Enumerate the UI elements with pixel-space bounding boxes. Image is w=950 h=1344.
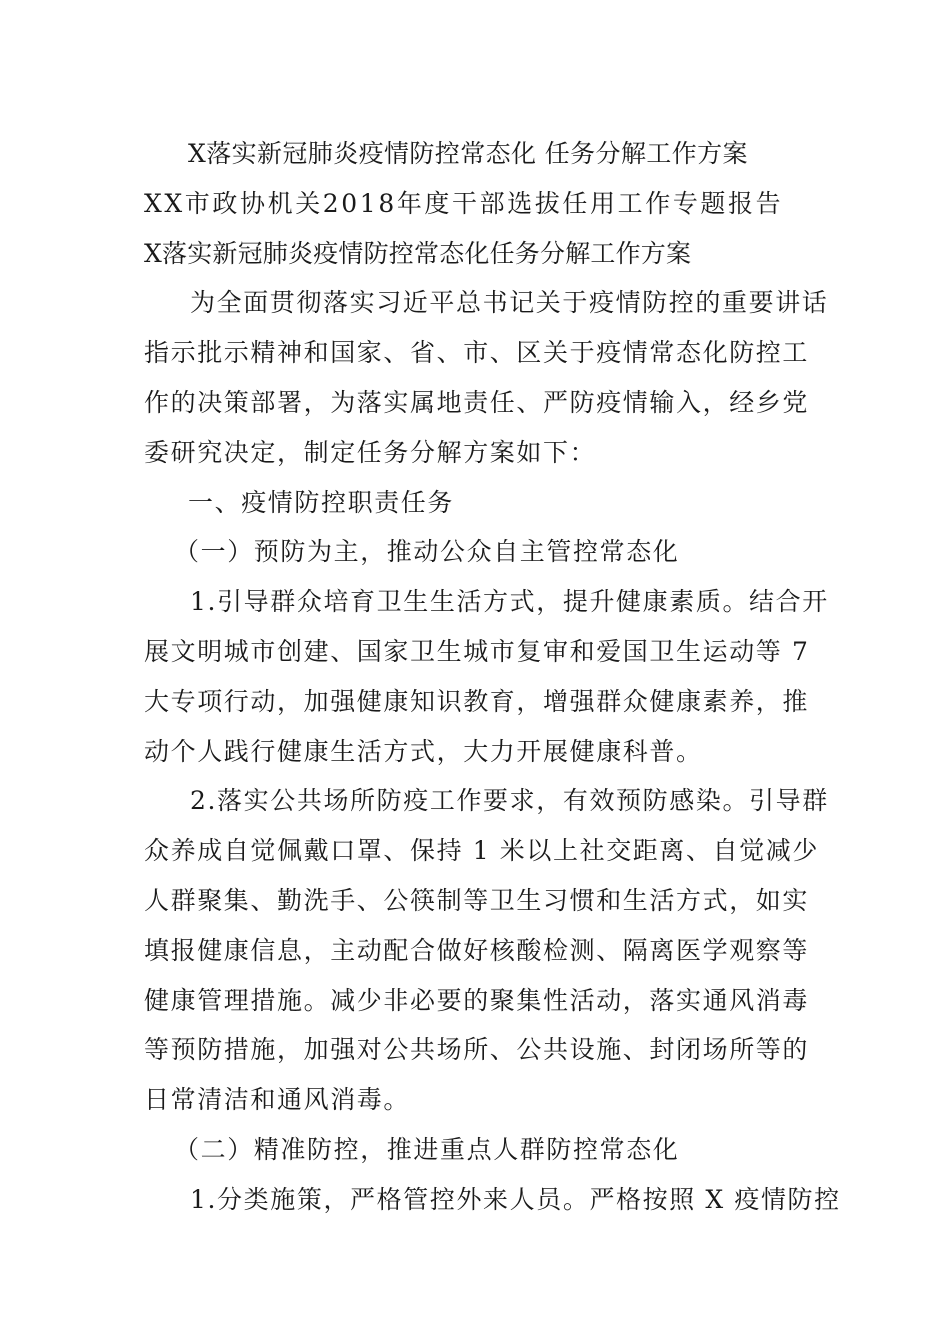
intro-line: 委研究决定，制定任务分解方案如下： — [144, 437, 597, 467]
document-title-line-3: X落实新冠肺炎疫情防控常态化任务分解工作方案 — [144, 238, 692, 268]
paragraph-line: 2.落实公共场所防疫工作要求，有效预防感染。引导群 — [190, 786, 829, 816]
paragraph-line: 大专项行动，加强健康知识教育，增强群众健康素养，推 — [144, 686, 810, 716]
document-title-line-1: X落实新冠肺炎疫情防控常态化 任务分解工作方案 — [188, 139, 748, 168]
subsection-heading: （二）精准防控，推进重点人群防控常态化 — [174, 1134, 680, 1164]
intro-paragraph — [144, 278, 829, 477]
paragraph-line: 人群聚集、勤洗手、公筷制等卫生习惯和生活方式，如实 — [144, 885, 810, 915]
paragraph-line: 健康管理措施。减少非必要的聚集性活动，落实通风消毒 — [144, 985, 810, 1015]
intro-line: 作的决策部署，为落实属地责任、严防疫情输入，经乡党 — [144, 387, 810, 417]
intro-line: 为全面贯彻落实习近平总书记关于疫情防控的重要讲话 — [190, 288, 829, 318]
paragraph-line: 动个人践行健康生活方式，大力开展健康科普。 — [144, 736, 703, 766]
paragraph-line: 1.分类施策，严格管控外来人员。严格按照 X 疫情防控 — [190, 1184, 841, 1214]
item-paragraph — [144, 776, 829, 1125]
paragraph-line: 等预防措施，加强对公共场所、公共设施、封闭场所等的 — [144, 1035, 810, 1065]
subsection-heading: （一）预防为主，推动公众自主管控常态化 — [174, 537, 680, 567]
paragraph-line: 展文明城市创建、国家卫生城市复审和爱国卫生运动等 7 — [144, 636, 810, 666]
intro-line: 指示批示精神和国家、省、市、区关于疫情常态化防控工 — [144, 338, 810, 368]
paragraph-line: 众养成自觉佩戴口罩、保持 1 米以上社交距离、自觉减少 — [144, 836, 820, 866]
section-heading: 一、疫情防控职责任务 — [188, 487, 455, 517]
item-paragraph — [144, 1175, 841, 1225]
document-page — [144, 129, 841, 1225]
paragraph-line: 日常清洁和通风消毒。 — [144, 1085, 411, 1115]
paragraph-line: 1.引导群众培育卫生生活方式，提升健康素质。结合开 — [190, 587, 829, 617]
document-title-line-2: XX市政协机关2018年度干部选拔任用工作专题报告 — [144, 188, 784, 218]
item-paragraph — [144, 577, 829, 776]
paragraph-line: 填报健康信息，主动配合做好核酸检测、隔离医学观察等 — [144, 935, 810, 965]
